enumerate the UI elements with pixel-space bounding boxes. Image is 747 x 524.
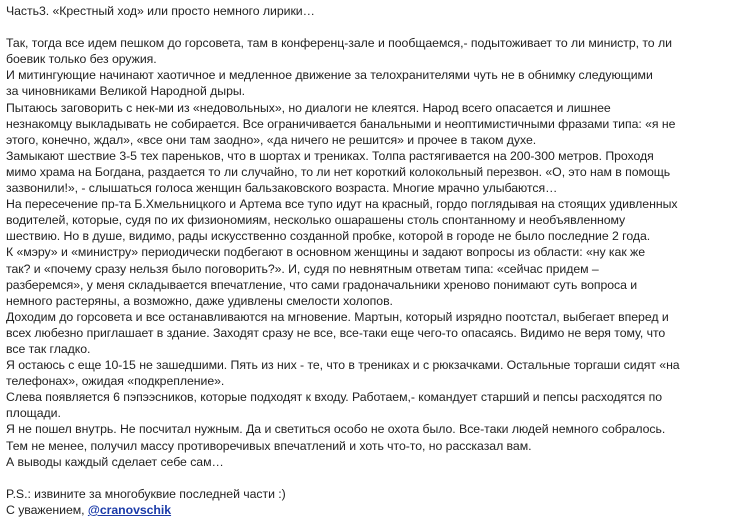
paragraph [6,421,744,437]
document-body [6,3,744,518]
paragraph [6,357,744,389]
text-line: А выводы каждый сделает себе сам… [6,454,224,469]
text-line: Слева появляется 6 пэпээсников, которые подходят к входу. Работаем,- командует старший и пепсы расходятся по [6,390,663,405]
paragraph-list [6,35,744,470]
text-line: этого, конечно, ждал», «все они там заодно», «да ничего не решится» и прочее в таком духе. [6,132,537,147]
paragraph [6,438,744,454]
paragraph [6,244,744,308]
paragraph [6,100,744,148]
text-line: телефонах», ожидая «подкрепление». [6,374,225,389]
signature [6,502,744,518]
text-line: Пытаюсь заговорить с нек-ми из «недовольных», но диалоги не клеятся. Народ всего опасается и лишнее [6,100,611,115]
text-line: К «мэру» и «министру» периодически подбегают в основном женщины и задают вопросы из области: «ну как же [6,245,645,260]
paragraph [6,196,744,244]
text-line: зазвонили!», - слышаться голоса женщин бальзаковского возраста. Многие мрачно улыбаются… [6,181,558,196]
paragraph [6,148,744,196]
signature-prefix: С уважением, [6,502,88,517]
text-line: мимо храма на Богдана, раздается то ли случайно, то ли нет короткий колокольный перезвон. «О, это нам в помощь [6,164,671,179]
text-line: И митингующие начинают хаотичное и медленное движение за телохранителями чуть не в обнимку следующими [6,68,653,83]
text-line: разберемся», у меня складывается впечатление, что сами градоначальники хреново понимают суть вопроса и [6,277,638,292]
text-line: всех любезно приглашает в здание. Заходят сразу не все, все-таки еще чего-то опасаясь. Видимо не веря тому, что [6,325,666,340]
paragraph [6,35,744,67]
document-title: Часть3. «Крестный ход» или просто немного лирики… [6,4,315,18]
text-line: все так гладко. [6,341,91,356]
text-line: так? и «почему сразу нельзя было поговорить?». И, судя по невнятным ответам типа: «сейчас придем – [6,261,599,276]
paragraph [6,454,744,470]
blank-line [6,19,744,35]
text-line: На пересечение пр-та Б.Хмельницкого и Артема все тупо идут на красный, гордо поглядывая на стоящих удивленных [6,197,678,212]
text-line: Доходим до горсовета и все останавливаются на мгновение. Мартын, который изрядно поотстал, выбегает вперед и [6,309,669,324]
text-line: шествию. Но в душе, видимо, рады искусственно созданной пробке, которой в городе не было последние 2 года. [6,229,651,244]
text-line: Тем не менее, получил массу противоречивых впечатлений и хоть что-то, но рассказал вам. [6,438,532,453]
postscript: P.S.: извините за многобуквие последней части :) [6,486,286,501]
blank-line [6,470,744,486]
text-line: Я не пошел внутрь. Не посчитал нужным. Да и светиться особо не охота было. Все-таки людей немного собралось. [6,422,666,437]
text-line: немного растеряны, а возможно, даже удивлены смелости холопов. [6,293,393,308]
text-line: боевик только без оружия. [6,52,157,67]
text-line: Так, тогда все идем пешком до горсовета, там в конференц-зале и пообщаемся,- подытоживает то ли министр, то ли [6,36,672,51]
author-mention-link[interactable]: @cranovschik [87,502,172,517]
paragraph [6,67,744,99]
paragraph [6,309,744,357]
text-line: Я остаюсь с еще 10-15 не зашедшими. Пять из них - те, что в трениках и с рюкзачками. Остальные торгаши сидят «на [6,358,680,373]
paragraph [6,389,744,421]
text-line: незнакомцу выкладывать не собирается. Все ограничивается банальными и неоптимистичными фразами типа: «я не [6,116,676,131]
text-line: за чиновниками Великой Народной дыры. [6,84,246,99]
text-line: Замыкают шествие 3-5 тех пареньков, что в шортах и трениках. Толпа растягивается на 200-300 метров. Проходя [6,148,654,163]
text-line: водителей, которые, судя по их физиономиям, несколько ошарашены столь спонтанному и необъявленному [6,213,626,228]
text-line: площади. [6,406,61,421]
